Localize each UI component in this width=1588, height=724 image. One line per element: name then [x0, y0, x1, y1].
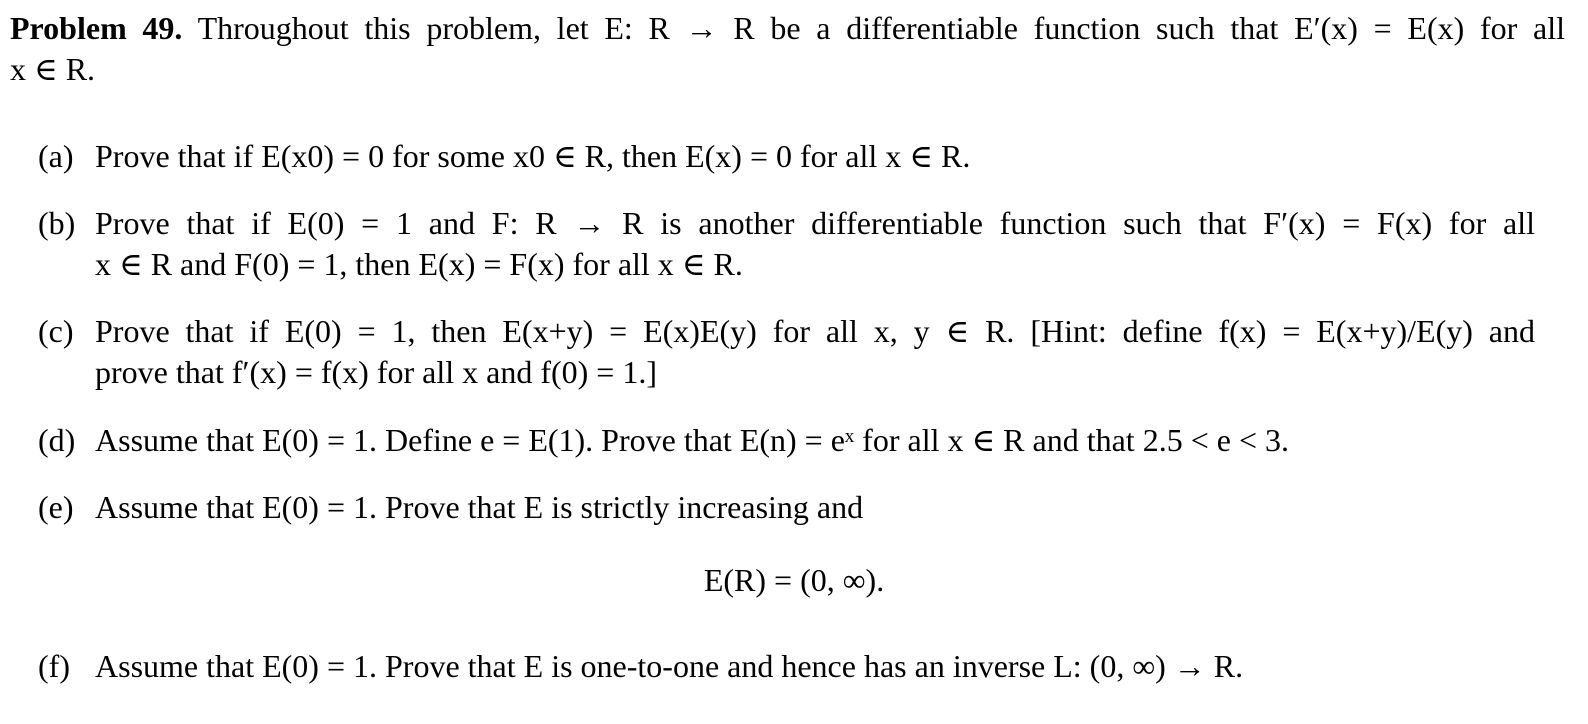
part-f-text: Assume that E(0) = 1. Prove that E is one-to-one and hence has an inverse L: (0, ∞) → R. — [95, 648, 1244, 684]
part-c-label: (c) — [38, 313, 74, 349]
part-c-line-2: prove that f′(x) = f(x) for all x and f(0) = 1.] — [95, 353, 657, 390]
problem-statement — [10, 8, 1565, 90]
part-e — [38, 487, 1565, 528]
part-c-line-1: Prove that if E(0) = 1, then E(x+y) = E(x)E(y) for all x, y ∈ R. [Hint: define f(x) = E(x+y)/E(y) and — [95, 313, 1535, 349]
part-e-label: (e) — [38, 489, 74, 525]
problem-statement-line-2: x ∈ R. — [10, 50, 96, 87]
problem-statement-line-1 — [10, 8, 1565, 49]
part-d-text: Assume that E(0) = 1. Define e = E(1). Prove that E(n) = eˣ for all x ∈ R and that 2.5 < e < 3. — [95, 422, 1289, 458]
part-e-text: Assume that E(0) = 1. Prove that E is strictly increasing and — [95, 489, 864, 525]
part-f-label: (f) — [38, 648, 70, 684]
part-a-label: (a) — [38, 138, 74, 174]
part-a-text: Prove that if E(x0) = 0 for some x0 ∈ R, then E(x) = 0 for all x ∈ R. — [95, 138, 971, 174]
part-c — [38, 311, 1565, 393]
part-b-label: (b) — [38, 205, 76, 241]
part-f — [38, 646, 1565, 687]
part-e-display-equation: E(R) = (0, ∞). — [703, 562, 885, 598]
part-b-line-2: x ∈ R and F(0) = 1, then E(x) = F(x) for all x ∈ R. — [95, 245, 743, 282]
part-d — [38, 420, 1565, 461]
problem-statement-text: Throughout this problem, let E: R → R be a differentiable function such that E′(x) = E(x) for all — [197, 10, 1566, 46]
part-b-line-1: Prove that if E(0) = 1 and F: R → R is another differentiable function such that F′(x) = F(x) for all — [95, 205, 1535, 241]
problem-label: Problem 49. — [10, 10, 183, 46]
part-b — [38, 203, 1565, 285]
part-a — [38, 136, 1565, 177]
part-d-label: (d) — [38, 422, 76, 458]
